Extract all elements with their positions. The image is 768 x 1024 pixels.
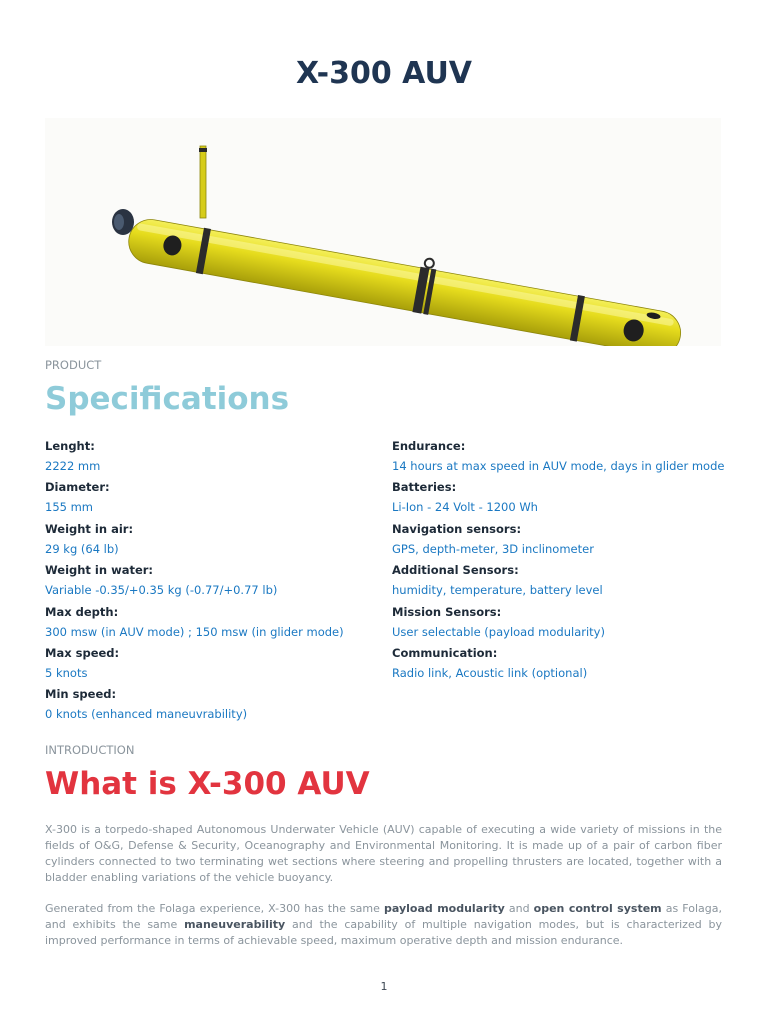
- specifications-heading: Specifications: [45, 381, 290, 417]
- bold-run: open control system: [533, 902, 662, 915]
- spec-max-depth: [45, 602, 385, 643]
- spec-max-speed: [45, 643, 385, 684]
- spec-weight-water: [45, 560, 385, 601]
- spec-value: 14 hours at max speed in AUV mode, days in glider mode: [392, 459, 725, 473]
- spec-value: 5 knots: [45, 665, 88, 680]
- spec-value: GPS, depth-meter, 3D inclinometer: [392, 541, 594, 556]
- introduction-eyebrow: INTRODUCTION: [45, 743, 135, 757]
- spec-weight-air: [45, 519, 385, 560]
- text-run: and: [504, 902, 534, 915]
- spec-label: Weight in water:: [45, 563, 154, 578]
- intro-paragraph-2: [45, 901, 722, 949]
- spec-label: Weight in air:: [45, 521, 134, 536]
- spec-value: 29 kg (64 lb): [45, 541, 119, 556]
- spec-value: User selectable (payload modularity): [392, 624, 605, 639]
- spec-min-speed: [45, 684, 385, 725]
- spec-navigation-sensors: [392, 519, 732, 560]
- text-run: as Folaga, and exhibits the same: [45, 902, 722, 931]
- spec-label: Endurance:: [392, 439, 466, 453]
- page-title: X-300 AUV: [295, 56, 473, 91]
- spec-label: Navigation sensors:: [392, 521, 522, 536]
- auv-product-image: [45, 118, 721, 346]
- spec-value: Radio link, Acoustic link (optional): [392, 665, 588, 680]
- page-number: 1: [380, 980, 388, 993]
- thruster-nose: [112, 209, 134, 235]
- spec-communication: [392, 643, 732, 684]
- text-run: and the capability of multiple navigation modes, but is characterized by improved performance in terms of achievable speed, maximum operative depth and mission endurance.: [45, 918, 722, 947]
- spec-value: Li-Ion - 24 Volt - 1200 Wh: [392, 500, 538, 515]
- specs-left-column: [45, 436, 385, 726]
- specs-right-column: [392, 436, 732, 684]
- intro-paragraph-1: X-300 is a torpedo-shaped Autonomous Underwater Vehicle (AUV) capable of executing a wide variety of missions in the fields of O&G, Defense & Security, Oceanography and Environmental Monitoring. It is made up of a pair of carbon fiber cylinders connected to two terminating wet sections where steering and propelling thrusters are located, together with a bladder enabling variations of the vehicle buoyancy.: [45, 823, 722, 884]
- antenna-mast: [199, 146, 207, 218]
- spec-label: Communication:: [392, 645, 498, 660]
- spec-label: Lenght:: [45, 439, 95, 453]
- spec-label: Diameter:: [45, 480, 110, 495]
- spec-value: 155 mm: [45, 500, 94, 515]
- spec-value: 300 msw (in AUV mode) ; 150 msw (in glider mode): [45, 624, 344, 639]
- spec-value: 0 knots (enhanced maneuvrability): [45, 707, 248, 722]
- intro-heading: What is X-300 AUV: [45, 766, 370, 802]
- spec-label: Max depth:: [45, 604, 119, 619]
- bold-run: payload modularity: [384, 902, 505, 915]
- product-eyebrow: PRODUCT: [45, 358, 102, 372]
- spec-label: Min speed:: [45, 687, 117, 702]
- auv-hull: [125, 206, 686, 346]
- bold-run: maneuverability: [184, 918, 286, 931]
- spec-label: Mission Sensors:: [392, 604, 502, 619]
- spec-batteries: [392, 477, 732, 518]
- spec-mission-sensors: [392, 602, 732, 643]
- spec-label: Batteries:: [392, 480, 457, 495]
- spec-value: Variable -0.35/+0.35 kg (-0.77/+0.77 lb): [45, 583, 278, 598]
- spec-value: humidity, temperature, battery level: [392, 583, 603, 598]
- spec-value: 2222 mm: [45, 459, 101, 473]
- spec-additional-sensors: [392, 560, 732, 601]
- spec-endurance: [392, 436, 732, 477]
- spec-diameter: [45, 477, 385, 518]
- spec-label: Additional Sensors:: [392, 563, 519, 578]
- spec-label: Max speed:: [45, 645, 120, 660]
- text-run: Generated from the Folaga experience, X-300 has the same: [45, 902, 385, 915]
- spec-length: [45, 436, 385, 477]
